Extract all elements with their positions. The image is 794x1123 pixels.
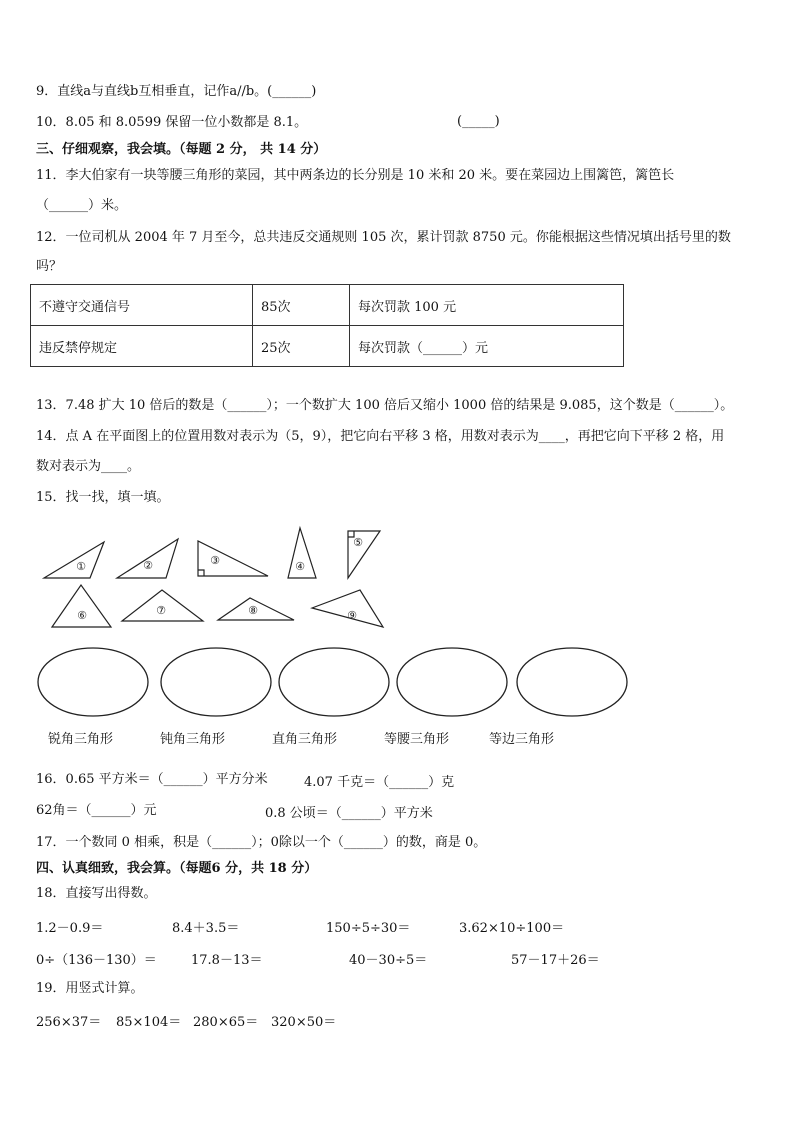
calc-item: 40－30÷5＝ (349, 953, 428, 968)
q15: 15．找一找，填一填。 (36, 490, 170, 505)
answer-ellipse-obtuse (161, 648, 271, 716)
section-3-heading: 三、仔细观察，我会填。（每题 2 分， 共 14 分） (36, 142, 327, 157)
calc-item: 150÷5÷30＝ (326, 921, 411, 936)
table-cell: 85次 (253, 285, 350, 326)
q10: 10．8.05 和 8.0599 保留一位小数都是 8.1。 (36, 115, 308, 130)
table-cell: 每次罚款 100 元 (350, 285, 624, 326)
category-isosceles: 等腰三角形 (384, 732, 450, 747)
calc-item: 320×50＝ (271, 1015, 337, 1030)
q11-line1: 11．李大伯家有一块等腰三角形的菜园，其中两条边的长分别是 10 米和 20 米。要在菜园边上围篱笆，篱笆长 (36, 168, 675, 183)
calc-item: 17.8－13＝ (191, 953, 263, 968)
calc-item: 280×65＝ (193, 1015, 259, 1030)
triangle-9-label: ⑨ (347, 609, 357, 622)
triangle-1-label: ① (76, 560, 86, 573)
calc-item: 57－17＋26＝ (511, 953, 600, 968)
table-cell: 每次罚款（______）元 (350, 326, 624, 367)
triangle-8-label: ⑧ (248, 604, 258, 617)
q12-line1: 12．一位司机从 2004 年 7 月至今，总共违反交通规则 105 次，累计罚款 8750 元。你能根据这些情况填出括号里的数 (36, 230, 731, 245)
q10-blank: (_____) (457, 114, 500, 129)
q9: 9．直线a与直线b互相垂直，记作a//b。(______) (36, 84, 317, 99)
category-right: 直角三角形 (272, 732, 338, 747)
calc-item: 256×37＝ (36, 1015, 102, 1030)
answer-ellipse-isosceles (397, 648, 507, 716)
q13: 13．7.48 扩大 10 倍后的数是（______）；一个数扩大 100 倍后又缩小 1000 倍的结果是 9.085，这个数是（______）。 (36, 398, 734, 413)
table-cell: 不遵守交通信号 (31, 285, 253, 326)
triangle-5-label: ⑤ (353, 536, 363, 549)
q17: 17．一个数同 0 相乘，积是（______）；0除以一个（______）的数，商是 0。 (36, 835, 487, 850)
calc-item: 3.62×10÷100＝ (459, 921, 565, 936)
q19: 19．用竖式计算。 (36, 981, 144, 996)
triangle-3-label: ③ (210, 554, 220, 567)
q11-line2: （______）米。 (36, 198, 128, 213)
right-angle-mark-3 (198, 570, 204, 576)
answer-ellipse-right (279, 648, 389, 716)
q14-line1: 14．点 A 在平面图上的位置用数对表示为（5，9），把它向右平移 3 格，用数对表示为____，再把它向下平移 2 格，用 (36, 429, 725, 444)
calc-item: 0÷（136－130）＝ (36, 953, 157, 968)
triangle-7-label: ⑦ (156, 604, 166, 617)
q16-part1: 16．0.65 平方米＝（______）平方分米 (36, 772, 268, 787)
calc-item: 85×104＝ (116, 1015, 182, 1030)
triangle-4-label: ④ (295, 560, 305, 573)
triangle-1 (44, 542, 104, 578)
section-4-heading: 四、认真细致，我会算。（每题6 分，共 18 分） (36, 861, 318, 876)
answer-ellipse-acute (38, 648, 148, 716)
q14-line2: 数对表示为____。 (36, 459, 141, 474)
category-equilateral: 等边三角形 (489, 732, 555, 747)
q16-part2: 4.07 千克＝（______）克 (304, 775, 455, 790)
calc-item: 1.2－0.9＝ (36, 921, 104, 936)
category-acute: 锐角三角形 (48, 732, 114, 747)
table-cell: 25次 (253, 326, 350, 367)
triangle-3 (198, 541, 268, 576)
q18: 18．直接写出得数。 (36, 886, 157, 901)
calc-item: 8.4＋3.5＝ (172, 921, 240, 936)
q16-part3: 62角＝（______）元 (36, 803, 157, 818)
triangle-2-label: ② (143, 559, 153, 572)
answer-ellipse-equilateral (517, 648, 627, 716)
q16-part4: 0.8 公顷＝（______）平方米 (265, 806, 433, 821)
q12-line2: 吗？ (36, 259, 63, 274)
category-obtuse: 钝角三角形 (160, 732, 226, 747)
triangle-6-label: ⑥ (77, 609, 87, 622)
table-cell: 违反禁停规定 (31, 326, 253, 367)
